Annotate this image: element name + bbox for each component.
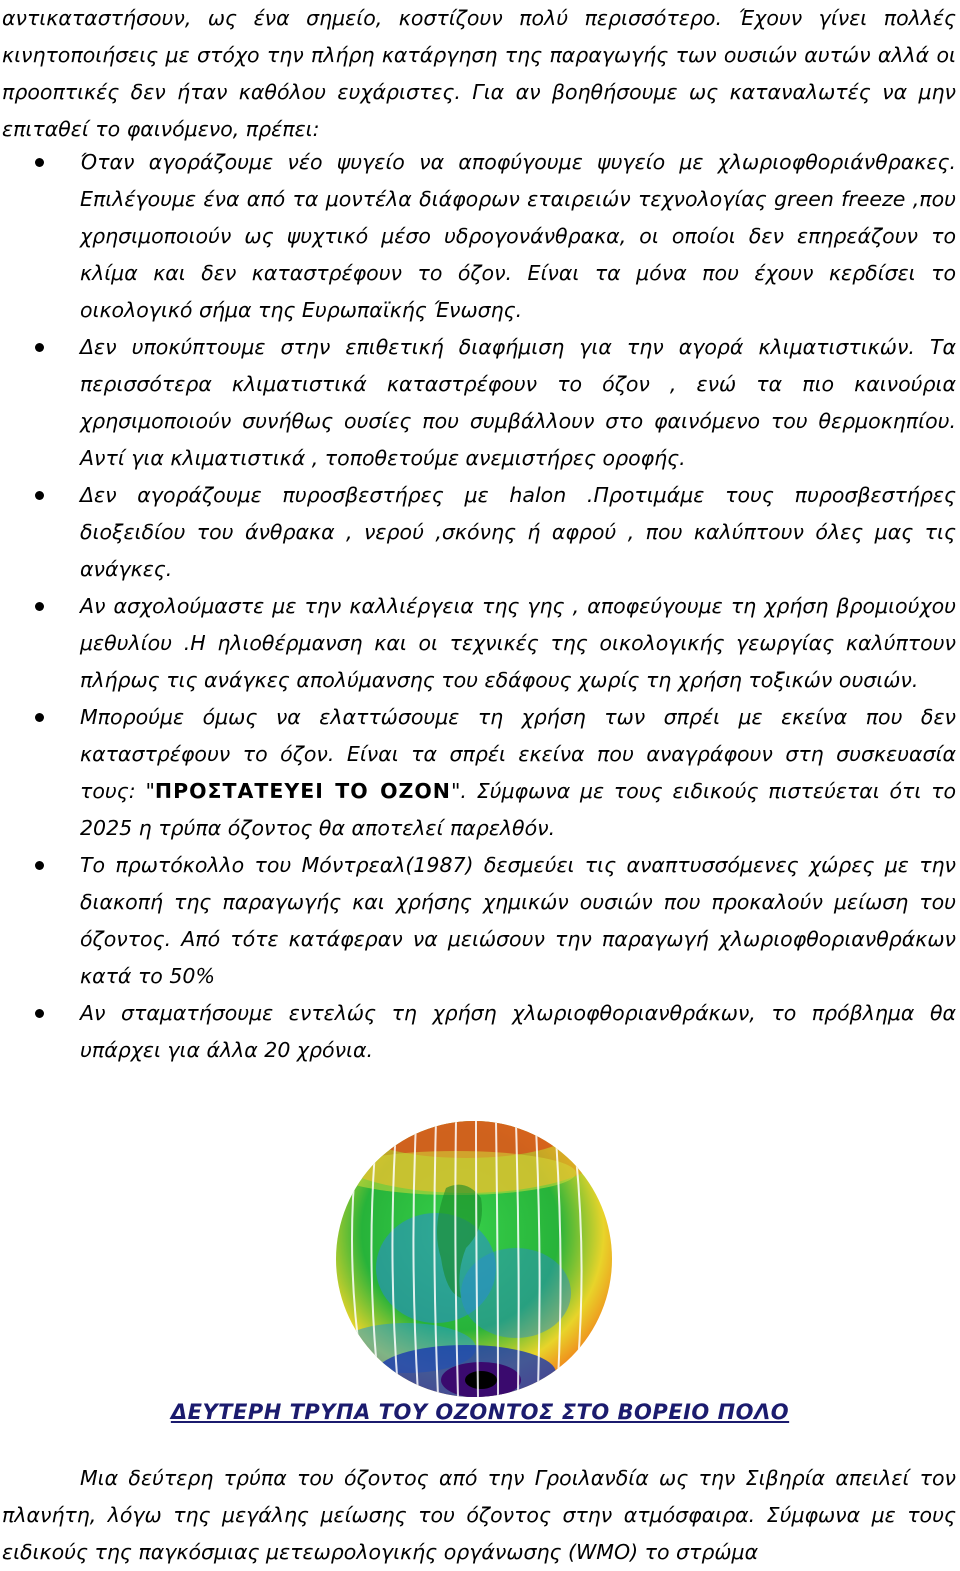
list-item xyxy=(0,144,956,329)
list-item xyxy=(0,588,956,699)
list-item-text: Το πρωτόκολλο του Μόντρεαλ(1987) δεσμεύει τις αναπτυσσόμενες χώρες με την διακοπή της παραγωγής και χρήσης χημικών ουσιών που προκαλούν μείωση του όζοντος. Από τότε κατάφεραν να μειώσουν την παραγωγή χλωριοφθοριανθράκων κατά το 50% xyxy=(80,853,956,988)
bullet-icon xyxy=(35,713,44,722)
globe-icon xyxy=(316,1118,632,1400)
list-item xyxy=(0,847,956,995)
bullet-icon xyxy=(35,158,44,167)
list-item-text: Αν σταματήσουμε εντελώς τη χρήση χλωριοφθοριανθράκων, το πρόβλημα θα υπάρχει για άλλα 20 χρόνια. xyxy=(80,1001,956,1062)
list-item xyxy=(0,995,956,1069)
list-item-text: Μπορούμε όμως να ελαττώσουμε τη χρήση των σπρέι με εκείνα που δεν καταστρέφουν το όζον. Είναι τα σπρέι εκείνα που αναγράφουν στη συσκευασία τους: " xyxy=(80,705,956,803)
bullet-icon xyxy=(35,491,44,500)
list-item-text: Όταν αγοράζουμε νέο ψυγείο να αποφύγουμε ψυγείο με χλωριοφθοριάνθρακες. Επιλέγουμε ένα από τα μοντέλα διάφορων εταιρειών τεχνολογίας green freeze ,που χρησιμοποιούν ως ψυχτικό μέσο υδρογονάνθρακα, οι οποίοι δεν επηρεάζουν το κλίμα και δεν καταστρέφουν το όζον. Είναι τα μόνα που έχουν κερδίσει το οικολογικό σήμα της Ευρωπαϊκής Ένωσης. xyxy=(80,150,956,322)
ozone-globe-image xyxy=(316,1118,632,1400)
list-item-text: Δεν υποκύπτουμε στην επιθετική διαφήμιση για την αγορά κλιματιστικών. Τα περισσότερα κλιματιστικά καταστρέφουν το όζον , ενώ τα πιο καινούρια χρησιμοποιούν συνήθως ουσίες που συμβάλλουν στο φαινόμενο του θερμοκηπίου. Αντί για κλιματιστικά , τοποθετούμε ανεμιστήρες οροφής. xyxy=(80,335,956,470)
list-item xyxy=(0,699,956,847)
bullet-icon xyxy=(35,1009,44,1018)
intro-paragraph: αντικαταστήσουν, ως ένα σημείο, κοστίζουν πολύ περισσότερο. Έχουν γίνει πολλές κινητοποιήσεις με στόχο την πλήρη κατάργηση της παραγωγής των ουσιών αυτών αλλά οι προοπτικές δεν ήταν καθόλου ευχάριστες. Για αν βοηθήσουμε ως καταναλωτές να μην επιταθεί το φαινόμενο, πρέπει: xyxy=(2,6,956,141)
bullet-icon xyxy=(35,343,44,352)
closing-paragraph: Μια δεύτερη τρύπα του όζοντος από την Γροιλανδία ως την Σιβηρία απειλεί τον πλανήτη, λόγω της μεγάλης μείωσης του όζοντος στην ατμόσφαιρα. Σύμφωνα με τους ειδικούς της παγκόσμιας μετεωρολογικής οργάνωσης (WMO) το στρώμα xyxy=(2,1466,956,1564)
bullet-icon xyxy=(35,861,44,870)
emphasis-text: ΠΡΟΣΤΑΤΕΥΕΙ ΤΟ ΟΖΟΝ xyxy=(154,779,451,803)
bullet-list xyxy=(0,144,956,1069)
section-heading: ΔΕΥΤΕΡΗ ΤΡΥΠΑ ΤΟΥ ΟΖΟΝΤΟΣ ΣΤΟ ΒΟΡΕΙΟ ΠΟΛΟ xyxy=(170,1400,790,1424)
list-item-text: Δεν αγοράζουμε πυροσβεστήρες με halon .Προτιμάμε τους πυροσβεστήρες διοξειδίου του άνθρακα , νερού ,σκόνης ή αφρού , που καλύπτουν όλες μας τις ανάγκες. xyxy=(80,483,956,581)
list-item-text: Αν ασχολούμαστε με την καλλιέργεια της γης , αποφεύγουμε τη χρήση βρομιούχου μεθυλίου .Η ηλιοθέρμανση και οι τεχνικές της οικολογικής γεωργίας καλύπτουν πλήρως τις ανάγκες απολύμανσης του εδάφους χωρίς τη χρήση τοξικών ουσιών. xyxy=(80,594,956,692)
list-item xyxy=(0,329,956,477)
list-item-text: ". Σύμφωνα με τους ειδικούς πιστεύεται ότι το 2025 η τρύπα όζοντος θα αποτελεί παρελθόν. xyxy=(80,779,956,840)
bullet-icon xyxy=(35,602,44,611)
list-item xyxy=(0,477,956,588)
